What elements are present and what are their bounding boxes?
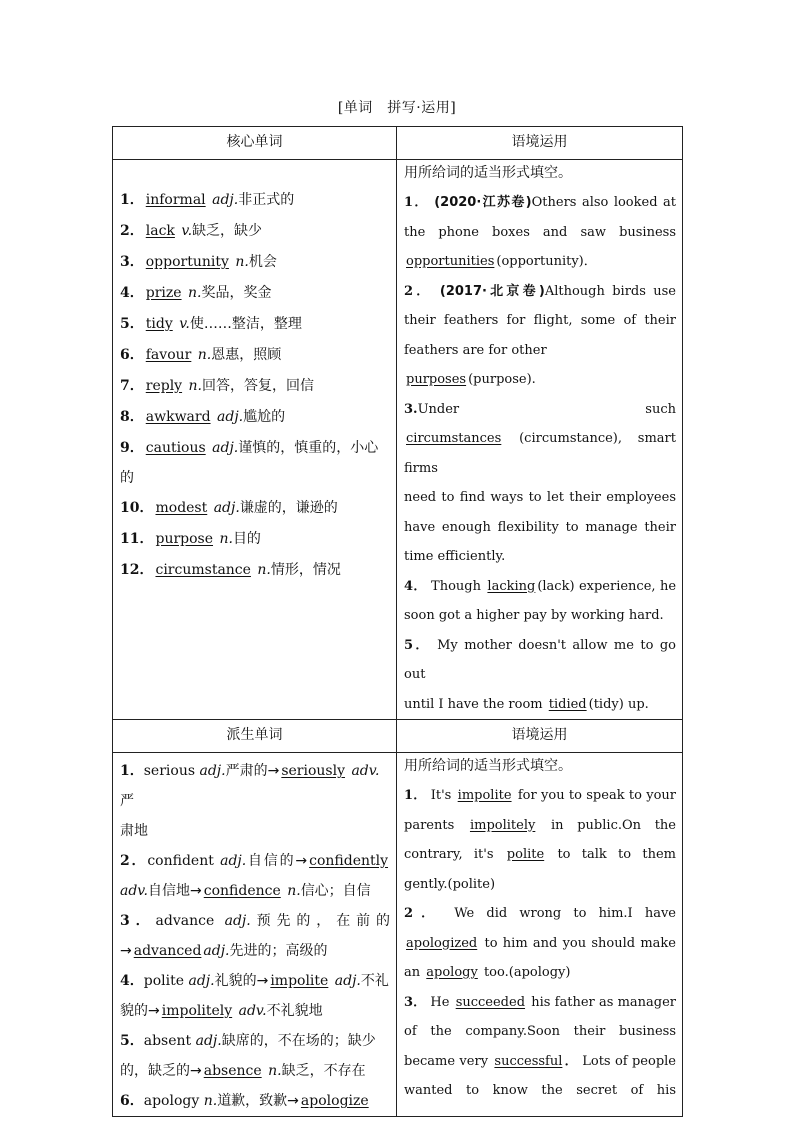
part-of-speech: n.	[197, 347, 212, 363]
instruction-text: 用所给词的适当形式填空。	[404, 758, 572, 774]
core-word-item	[120, 216, 390, 247]
word-meaning: 奖品，奖金	[201, 285, 272, 301]
core-word-item	[120, 493, 390, 524]
word-meaning: 缺乏，缺少	[192, 223, 263, 239]
part-of-speech: adj.	[217, 409, 244, 425]
item-number: 12．	[120, 562, 154, 578]
question-number: 5．	[404, 637, 431, 653]
answer-blank: purpose	[155, 531, 214, 547]
answer-blank: awkward	[145, 409, 211, 425]
question-source: (2017·北京卷)	[439, 283, 545, 299]
item-number: 3．	[120, 254, 144, 270]
core-word-item	[120, 340, 390, 371]
question-number: 2．	[404, 906, 443, 921]
answer-blank: impolite	[457, 788, 512, 803]
item-number: 8．	[120, 409, 144, 425]
word-meaning: 谨慎的，慎重的，小心的	[120, 440, 379, 486]
header-context-use-2: 语境运用	[397, 720, 683, 753]
part-of-speech: v.	[181, 223, 193, 239]
question-text: Others also looked at	[531, 195, 676, 210]
item-number: 6．	[120, 347, 144, 363]
answer-blank: absence	[203, 1063, 262, 1079]
item-number: 5．	[120, 1033, 144, 1049]
item-number: 11．	[120, 531, 154, 547]
answer-blank: polite	[506, 847, 545, 862]
answer-blank: reply	[145, 378, 183, 394]
word-meaning: 目的	[232, 531, 261, 547]
answer-blank: opportunities	[406, 254, 495, 269]
word-meaning: 机会	[248, 254, 277, 270]
answer-blank: seriously	[281, 763, 345, 779]
core-word-item	[120, 278, 390, 309]
item-number: 1．	[120, 763, 144, 779]
answer-blank: informal	[145, 192, 206, 208]
part-of-speech: adj.	[212, 440, 239, 456]
item-number: 4．	[120, 285, 144, 301]
core-word-item	[120, 247, 390, 278]
header-core-words: 核心单词	[113, 127, 397, 160]
header-context-use: 语境运用	[397, 127, 683, 160]
core-word-item	[120, 555, 390, 586]
core-context-cell	[397, 160, 683, 720]
question-number: 3．	[404, 994, 427, 1010]
answer-blank: impolite	[270, 973, 329, 989]
answer-blank: apology	[426, 965, 478, 980]
answer-blank: cautious	[145, 440, 206, 456]
question-number: 1．	[404, 195, 429, 210]
core-word-item	[120, 433, 390, 493]
answer-blank: succeeded	[455, 994, 526, 1010]
derived-words-cell	[113, 753, 397, 1117]
answer-blank: advanced	[133, 943, 202, 959]
answer-blank: purposes	[406, 372, 467, 387]
core-question-4: 4． Though lacking (lack) experience, he soon got a higher pay by working hard.	[404, 578, 677, 623]
part-of-speech: v.	[179, 316, 190, 332]
answer-blank: confidently	[309, 853, 389, 869]
question-number: 1．	[404, 788, 427, 803]
item-number: 4．	[120, 973, 144, 989]
core-question-2: 2． (2017·北京卷)Although birds use their feathers for flight, some of their feathers are for other purposes (purpose).	[404, 283, 676, 387]
derived-item-1: 1．serious adj.严肃的→ seriously adv.严 肃地	[120, 763, 380, 839]
question-text: (opportunity)．	[496, 254, 597, 269]
part-of-speech: adj.	[213, 500, 240, 516]
core-words-list	[120, 185, 390, 586]
question-text: (purpose).	[468, 372, 536, 387]
answer-blank: impolitely	[469, 817, 536, 833]
core-word-item	[120, 524, 390, 555]
item-number: 10．	[120, 500, 154, 516]
item-number: 7．	[120, 378, 144, 394]
answer-blank: modest	[155, 500, 208, 516]
answer-blank: impolitely	[161, 1003, 233, 1019]
item-number: 9．	[120, 440, 144, 456]
word-meaning: 回答，答复，回信	[202, 378, 314, 394]
core-words-cell	[113, 160, 397, 720]
core-word-item	[120, 309, 390, 340]
part-of-speech: n.	[219, 531, 233, 547]
derived-item-3: 3．advance adj.预先的，在前的 → advanced adj.先进的；高级的	[120, 913, 390, 959]
header-derived-words: 派生单词	[113, 720, 397, 753]
item-number: 3．	[120, 913, 156, 929]
derived-item-2: 2．confident adj.自信的→ confidently adv.自信地→ confidence n.信心；自信	[120, 853, 389, 899]
item-number: 5．	[120, 316, 144, 332]
question-number: 4．	[404, 578, 427, 594]
word-meaning: 谦虚的，谦逊的	[239, 500, 338, 516]
table-header-row	[113, 127, 683, 160]
item-number: 1．	[120, 192, 144, 208]
item-number: 2．	[120, 223, 144, 239]
answer-blank: lack	[145, 223, 175, 239]
answer-blank: tidy	[145, 316, 173, 332]
core-words-row	[113, 160, 683, 720]
word-meaning: 情形，情况	[270, 562, 341, 578]
derived-item-5: 5．absent adj.缺席的，不在场的；缺少 的，缺乏的→ absence n.缺乏，不存在	[120, 1033, 376, 1079]
core-question-3: 3.Under such circumstances (circumstance), smart firms need to find ways to let their employees have enough flexibility to manage their time efficiently.	[404, 401, 676, 564]
part-of-speech: adj.	[212, 192, 239, 208]
derived-question-2: 2． We did wrong to him.I have apologized to him and you should make an apology too.(apology)	[404, 906, 677, 980]
derived-context-cell	[397, 753, 683, 1117]
word-meaning: 尴尬的	[243, 409, 286, 425]
item-number: 6．	[120, 1093, 144, 1109]
item-number: 2．	[120, 853, 148, 869]
answer-blank: tidied	[548, 696, 587, 712]
core-question-5: 5． My mother doesn't allow me to go out until I have the room tidied (tidy) up.	[404, 637, 676, 712]
answer-blank: circumstance	[155, 562, 251, 578]
part-of-speech: n.	[188, 378, 202, 394]
question-number: 2．	[404, 283, 433, 299]
part-of-speech: n.	[188, 285, 202, 301]
part-of-speech: n.	[235, 254, 249, 270]
answer-blank: confidence	[203, 883, 281, 899]
answer-blank: prize	[145, 285, 182, 301]
answer-blank: favour	[145, 347, 192, 363]
section-heading: [单词 拼写·运用]	[337, 100, 457, 116]
table-header-row-2	[113, 720, 683, 753]
answer-blank: apologize	[300, 1093, 369, 1109]
answer-blank: apologized	[406, 935, 478, 951]
word-meaning: 恩惠，照顾	[211, 347, 282, 363]
derived-words-row	[113, 753, 683, 1117]
instruction-text: 用所给词的适当形式填空。	[404, 165, 572, 181]
core-word-item	[120, 185, 390, 216]
word-meaning: 非正式的	[238, 192, 295, 208]
core-word-item	[120, 402, 390, 433]
derived-question-1: 1． It's impolite for you to speak to your parents impolitely in public.On the contrary, it's polite to talk to them gently.(polite)	[404, 788, 677, 892]
derived-item-4: 4．polite adj.礼貌的→ impolite adj.不礼 貌的→ impolitely adv.不礼貌地	[120, 973, 389, 1019]
question-number: 3.	[404, 401, 418, 417]
vocabulary-table	[112, 126, 683, 1117]
core-word-item	[120, 371, 390, 402]
question-source: (2020·江苏卷)	[434, 195, 532, 210]
answer-blank: lacking	[487, 578, 536, 594]
derived-item-6: 6．apology n.道歉，致歉→ apologize	[120, 1093, 369, 1109]
core-question-1: 1． (2020·江苏卷)Others also looked at the phone boxes and saw business opportunities (opportunity)．	[404, 195, 676, 269]
part-of-speech: n.	[257, 562, 271, 578]
answer-blank: circumstances	[406, 431, 502, 446]
word-meaning: 使……整洁，整理	[189, 316, 302, 332]
answer-blank: opportunity	[145, 254, 229, 270]
derived-question-3: 3． He succeeded his father as manager of the company.Soon their business became very successful ． Lots of people wanted to know the secret of his	[404, 994, 677, 1098]
answer-blank: successful	[494, 1053, 563, 1069]
